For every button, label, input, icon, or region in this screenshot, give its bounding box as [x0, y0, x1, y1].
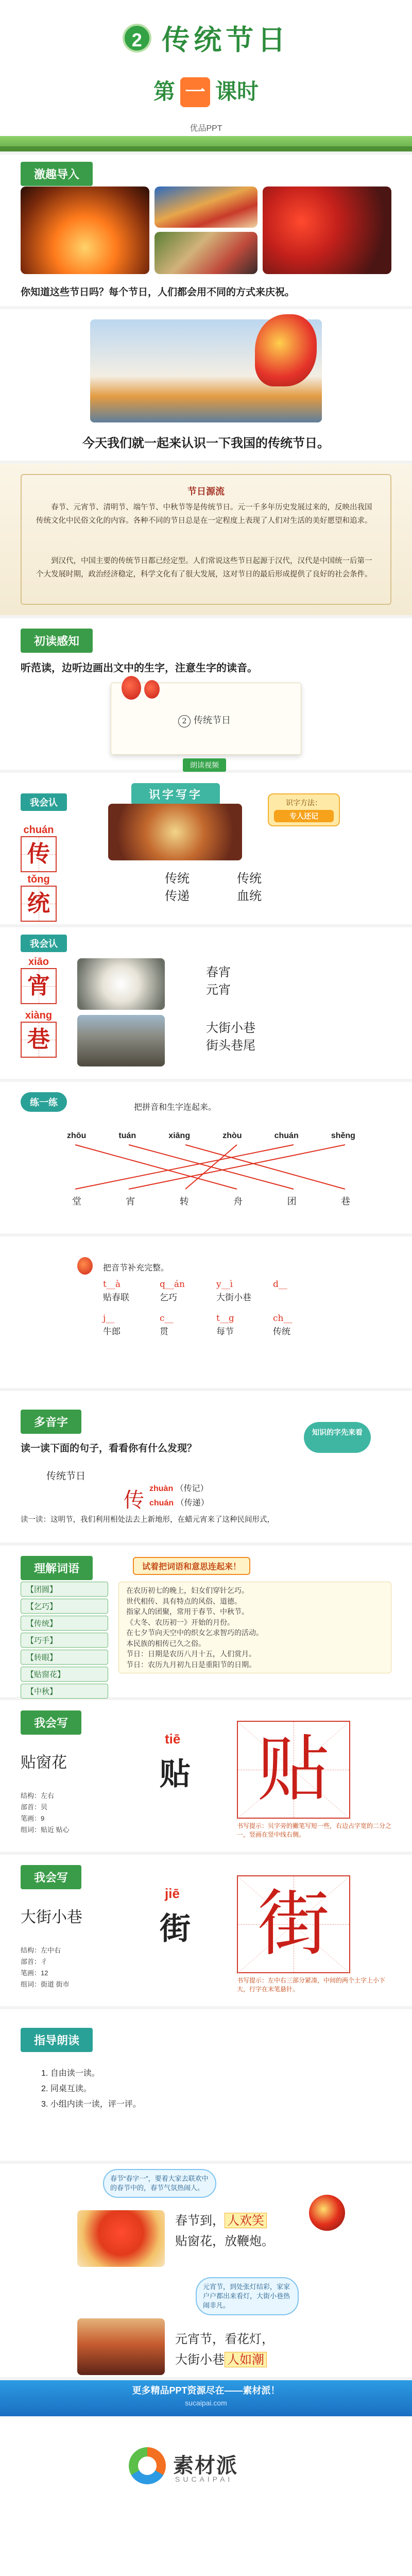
write-hanzi: 贴 — [160, 1756, 191, 1792]
verse-highlight: 人欢笑 — [225, 2213, 267, 2228]
fill-word: 乞巧 — [160, 1293, 177, 1303]
option-pinyin: zhuàn — [149, 1484, 174, 1493]
verse-line: 贴窗花，放鞭炮。 — [175, 2234, 274, 2248]
fill-row — [103, 1312, 330, 1325]
lantern-festival-photo — [77, 2318, 165, 2375]
polyphone-explanation: 读一读：这明节，我们利用相处法去上新地形，在蜡元宵来了这种民间形式， — [21, 1516, 274, 1524]
char-radical: 部首：彳 — [21, 1958, 48, 1965]
vocab-definition[interactable]: 《大冬、农历初一》开始的月份。 — [126, 1618, 234, 1626]
passage-verse-1 — [175, 2210, 274, 2251]
vocab-definition[interactable]: 节日：日期是农历八月十五，人们赏月。 — [126, 1650, 256, 1658]
word-item: 血统 — [237, 889, 262, 903]
char-grid — [21, 836, 57, 872]
pinyin-item[interactable]: tuán — [118, 1131, 136, 1140]
fill-word: 贯 — [160, 1327, 168, 1337]
char-card — [21, 824, 57, 872]
vocab-term[interactable]: 【中秋】 — [21, 1684, 108, 1699]
slide-footer — [0, 2380, 412, 2533]
hanzi-item[interactable]: 巷 — [340, 1196, 350, 1207]
vocabulary-note: 试着把词语和意思连起来！ — [133, 1557, 250, 1575]
fill-blank[interactable]: t__g — [216, 1313, 234, 1324]
char-grid — [21, 968, 57, 1004]
slide-first-reading — [0, 618, 412, 773]
vocabulary-definitions — [118, 1582, 391, 1673]
polyphone-option-2 — [149, 1496, 209, 1508]
hanzi-item[interactable]: 堂 — [72, 1196, 81, 1207]
brand-logo[interactable] — [129, 2447, 283, 2488]
vocab-term[interactable]: 【巧手】 — [21, 1633, 108, 1648]
fill-word: 大街小巷 — [216, 1293, 251, 1303]
write-pinyin: tiē — [165, 1731, 181, 1747]
char-pinyin: chuán — [23, 824, 54, 836]
grid-character: 贴 — [257, 1727, 330, 1811]
option-pinyin: chuán — [149, 1499, 174, 1507]
char-hanzi: 统 — [27, 890, 50, 917]
intro-question: 你知道这些节日吗？每个节日，人们都会用不同的方式来庆祝。 — [21, 287, 295, 298]
grid-character: 街 — [257, 1882, 330, 1966]
write-hanzi: 街 — [160, 1911, 191, 1947]
match-line — [75, 1145, 294, 1189]
char-structure: 结构：左右 — [21, 1792, 55, 1800]
verse-text: 春节到， — [175, 2213, 225, 2228]
writing-grid — [237, 1721, 350, 1819]
char-pinyin: tǒng — [27, 874, 50, 885]
vocab-definition[interactable]: 在农历初七的晚上，妇女们穿针乞巧。 — [126, 1586, 249, 1595]
practice-tag: 练一练 — [21, 1092, 67, 1112]
fill-row — [103, 1278, 330, 1291]
fill-blank[interactable]: c__ — [160, 1313, 174, 1324]
vocabulary-tag: 理解词语 — [21, 1556, 93, 1580]
verse-line — [175, 2349, 274, 2370]
literacy-banner: 识字写字 — [131, 783, 220, 805]
fill-row — [103, 1325, 330, 1338]
fill-word: 牛郎 — [103, 1327, 121, 1337]
vocab-definition[interactable]: 世代相传、具有特点的风俗、道德。 — [126, 1597, 242, 1605]
word-item: 街头巷尾 — [206, 1038, 255, 1053]
slide-dragon — [0, 309, 412, 464]
textbook-page — [111, 683, 301, 755]
recognize-tag: 我会认 — [21, 793, 67, 811]
intro-tag: 激趣导入 — [21, 162, 93, 186]
char-grid — [21, 1022, 57, 1058]
lesson-header — [0, 18, 412, 58]
hanzi-item[interactable]: 团 — [287, 1196, 297, 1207]
char-info — [21, 1790, 70, 1836]
fill-blank[interactable]: t__à — [103, 1279, 121, 1290]
grass-border-decoration — [0, 146, 412, 151]
char-hanzi: 传 — [27, 841, 50, 867]
reading-step: 2. 同桌互读。 — [41, 2084, 92, 2093]
char-pinyin: xiāo — [28, 956, 49, 968]
passage-bubble-1: 春节“春字一”，要着大家去联欢中的春节中的，春节气氛热闹人。 — [103, 2169, 216, 2198]
first-reading-tag: 初读感知 — [21, 629, 93, 653]
slide-origin — [0, 464, 412, 618]
word-item: 传统 — [237, 871, 262, 886]
reading-steps — [41, 2066, 141, 2112]
textbook-number: 2 — [178, 715, 191, 727]
period-suffix: 课时 — [215, 79, 259, 104]
knowledge-bubble: 知识的字先来看 — [304, 1422, 371, 1453]
match-line — [129, 1145, 345, 1189]
brand-subname: SUCAIPAI — [175, 2475, 233, 2483]
origin-paragraph-2: 到汉代，中国主要的传统节日都已经定型。人们常说这些节日起源于汉代，汉代是中国统一后第一个大发展时期，政治经济稳定，科学文化有了很大发展，这对节日的最后形成提供了良好的社会条件。 — [36, 557, 372, 579]
slide-intro — [0, 155, 412, 309]
slide-literacy-1 — [0, 773, 412, 927]
lantern-icon — [77, 1257, 93, 1275]
hanzi-item[interactable]: 舟 — [233, 1196, 243, 1207]
guided-reading-tag: 指导朗读 — [21, 2028, 93, 2052]
festival-people-photo — [154, 232, 258, 274]
passage-verse-2 — [175, 2329, 274, 2370]
char-radical: 部首：贝 — [21, 1803, 48, 1811]
word-item: 元宵 — [206, 982, 231, 997]
textbook-title — [178, 713, 231, 727]
verse-line: 元宵节，看花灯， — [175, 2332, 274, 2346]
pinyin-item[interactable]: xiāng — [168, 1131, 191, 1140]
slide-polyphone — [0, 1391, 412, 1546]
words-xiang — [206, 1019, 255, 1054]
lantern-icon — [144, 680, 160, 699]
matching-instruction: 把拼音和生字连起来。 — [134, 1103, 217, 1112]
verse-highlight: 人如潮 — [225, 2352, 267, 2367]
dragon-caption: 今天我们就一起来认识一下我国的传统节日。 — [82, 436, 330, 450]
fill-blank[interactable]: q__án — [160, 1279, 185, 1290]
hanzi-item[interactable]: 宵 — [126, 1196, 135, 1207]
vocab-term[interactable]: 【团圆】 — [21, 1582, 108, 1597]
lantern-icon — [122, 676, 141, 700]
fill-grid — [103, 1278, 330, 1338]
vocab-term[interactable]: 【传统】 — [21, 1616, 108, 1631]
verse-text: 大街小巷 — [175, 2352, 225, 2367]
firecracker-icon — [309, 2195, 345, 2231]
hanzi-item[interactable]: 转 — [179, 1196, 189, 1207]
period-number: 一 — [180, 77, 210, 107]
spring-festival-photo — [77, 2210, 165, 2267]
promo-stripe — [0, 2380, 412, 2416]
char-info — [21, 1945, 70, 1990]
polyphone-char: 传 — [124, 1488, 144, 1512]
word-item: 春宵 — [206, 965, 231, 979]
fill-word — [273, 1291, 330, 1304]
feast-photo — [108, 804, 242, 860]
writing-tip: 书写提示：左中右三部分紧凑，中间的两个土字上小下大，行字在末笔悬针。 — [237, 1977, 386, 1993]
fill-word: 传统 — [273, 1327, 290, 1337]
reading-step: 1. 自由读一读。 — [41, 2069, 100, 2078]
words-xiao — [206, 963, 231, 998]
polyphone-question: 读一读下面的句子，看看你有什么发现？ — [21, 1443, 197, 1454]
textbook-title-text: 传统节日 — [194, 715, 231, 726]
verse-line — [175, 2210, 274, 2231]
char-card — [21, 1010, 57, 1058]
write-tag: 我会写 — [21, 1710, 81, 1735]
char-hanzi: 巷 — [27, 1026, 50, 1053]
slide-matching — [0, 1082, 412, 1236]
brand-name: 素材派 — [173, 2454, 238, 2477]
slide-write-tie — [0, 1700, 412, 1855]
word-item: 传递 — [165, 889, 190, 903]
words-column-1 — [165, 870, 190, 905]
slide-write-jie — [0, 1855, 412, 2009]
char-strokes: 笔画：9 — [21, 1815, 45, 1822]
fill-instruction: 把音节补充完整。 — [103, 1264, 169, 1273]
writing-grid — [237, 1875, 350, 1973]
writing-tip: 书写提示：贝字旁的撇笔写短一些，右边占字宽的二分之一，竖画在竖中线右侧。 — [237, 1822, 392, 1838]
write-tag: 我会写 — [21, 1865, 81, 1889]
passage-bubble-2: 元宵节，到处张灯结彩，家家户户都出来看灯，大街小巷热闹非凡。 — [196, 2277, 299, 2315]
dragon-head-illustration — [255, 314, 317, 386]
char-hanzi: 宵 — [27, 973, 50, 999]
char-words: 组词：街道 街市 — [21, 1980, 70, 1988]
vocab-definition[interactable]: 指家人的团聚，常用于春节、中秋节。 — [126, 1607, 249, 1616]
vocab-term[interactable]: 【乞巧】 — [21, 1599, 108, 1614]
vocab-definition[interactable]: 本民族的相传已久之俗。 — [126, 1639, 205, 1648]
vocab-term[interactable]: 【转眼】 — [21, 1650, 108, 1665]
promo-url[interactable]: sucaipai.com — [185, 2399, 227, 2407]
promo-text[interactable]: 更多精品PPT资源尽在——素材派！ — [132, 2385, 280, 2396]
fill-blank[interactable]: y__ì — [216, 1279, 233, 1290]
method-bubble — [268, 793, 340, 826]
slide-fill-in — [0, 1236, 412, 1391]
method-bubble-label: 识字方法： — [286, 799, 322, 807]
dragon-boat-scene — [90, 319, 322, 422]
vocab-definition[interactable]: 在七夕节向天空中的织女乞求智巧的活动。 — [126, 1629, 263, 1637]
origin-heading: 节日源流 — [187, 486, 225, 497]
recognize-tag: 我会认 — [21, 935, 67, 952]
vocabulary-terms — [21, 1582, 108, 1718]
option-word: （传记） — [175, 1484, 209, 1493]
origin-paragraph-1: 春节、元宵节、清明节、端午节、中秋节等是传统节日。元一千多年历史发展过来的，反映出我国传统文化中民俗文化的内容。各种不同的节日总是在一定程度上表现了人们对生活的美好愿望和追求。 — [36, 503, 372, 525]
matching-lines — [67, 1143, 355, 1192]
char-words: 组词：贴近 贴心 — [21, 1826, 70, 1834]
word-item: 大街小巷 — [206, 1021, 255, 1035]
write-word: 大街小巷 — [21, 1908, 82, 1926]
fill-blank[interactable]: ch__ — [273, 1313, 293, 1324]
char-card — [21, 956, 57, 1004]
char-strokes: 笔画：12 — [21, 1969, 48, 1977]
slide-literacy-2 — [0, 927, 412, 1082]
words-column-2 — [237, 870, 262, 905]
char-pinyin: xiàng — [25, 1010, 53, 1021]
period-label — [0, 75, 412, 107]
vocab-term[interactable]: 【贴窗花】 — [21, 1667, 108, 1682]
polyphone-word: 传统节日 — [46, 1470, 86, 1482]
polyphone-option-1 — [149, 1482, 209, 1494]
pinyin-row — [67, 1131, 355, 1141]
char-card — [21, 874, 57, 922]
bonfire-photo — [21, 187, 149, 274]
source-label: 优品PPT — [190, 124, 222, 133]
lesson-title: 传统节日 — [162, 23, 290, 56]
slide-passage — [0, 2164, 412, 2380]
char-structure: 结构：左中右 — [21, 1946, 61, 1954]
fill-word: 贴春联 — [103, 1293, 129, 1303]
pinyin-item[interactable]: zhōu — [67, 1131, 87, 1140]
char-grid — [21, 886, 57, 922]
period-prefix: 第 — [153, 79, 175, 104]
slide-guided-reading — [0, 2009, 412, 2164]
play-video-button[interactable]: 朗读视频 — [183, 758, 226, 772]
method-bubble-value: 专人还记 — [274, 810, 334, 822]
slide-cover — [0, 0, 412, 155]
pinyin-item[interactable]: chuán — [274, 1131, 299, 1140]
first-reading-instruction: 听范读，边听边画出文中的生字，注意生字的读音。 — [21, 663, 258, 674]
lesson-number-badge: 2 — [123, 24, 151, 53]
fill-row — [103, 1291, 330, 1304]
pinyin-item[interactable]: shěng — [331, 1131, 355, 1140]
write-pinyin: jiē — [165, 1886, 180, 1901]
reading-step: 3. 小组内读一读，评一评。 — [41, 2100, 141, 2109]
hanzi-row — [72, 1194, 350, 1208]
vocab-definition[interactable]: 节日：农历九月初九日是重阳节的日期。 — [126, 1660, 256, 1669]
write-word: 贴窗花 — [21, 1754, 67, 1772]
pinyin-item[interactable]: zhòu — [222, 1131, 242, 1140]
dragon-dance-photo — [154, 187, 258, 228]
slide-vocabulary — [0, 1546, 412, 1700]
brand-logo-icon — [129, 2447, 166, 2484]
polyphone-tag: 多音字 — [21, 1410, 81, 1434]
lanterns-photo — [263, 187, 391, 274]
fill-blank[interactable]: j__ — [103, 1313, 115, 1324]
word-item: 传统 — [165, 871, 190, 886]
fill-blank[interactable]: d__ — [273, 1279, 287, 1290]
fill-word: 每节 — [216, 1327, 234, 1337]
option-word: （传递） — [176, 1499, 209, 1507]
tangyuan-photo — [77, 958, 165, 1010]
alley-photo — [77, 1015, 165, 1066]
